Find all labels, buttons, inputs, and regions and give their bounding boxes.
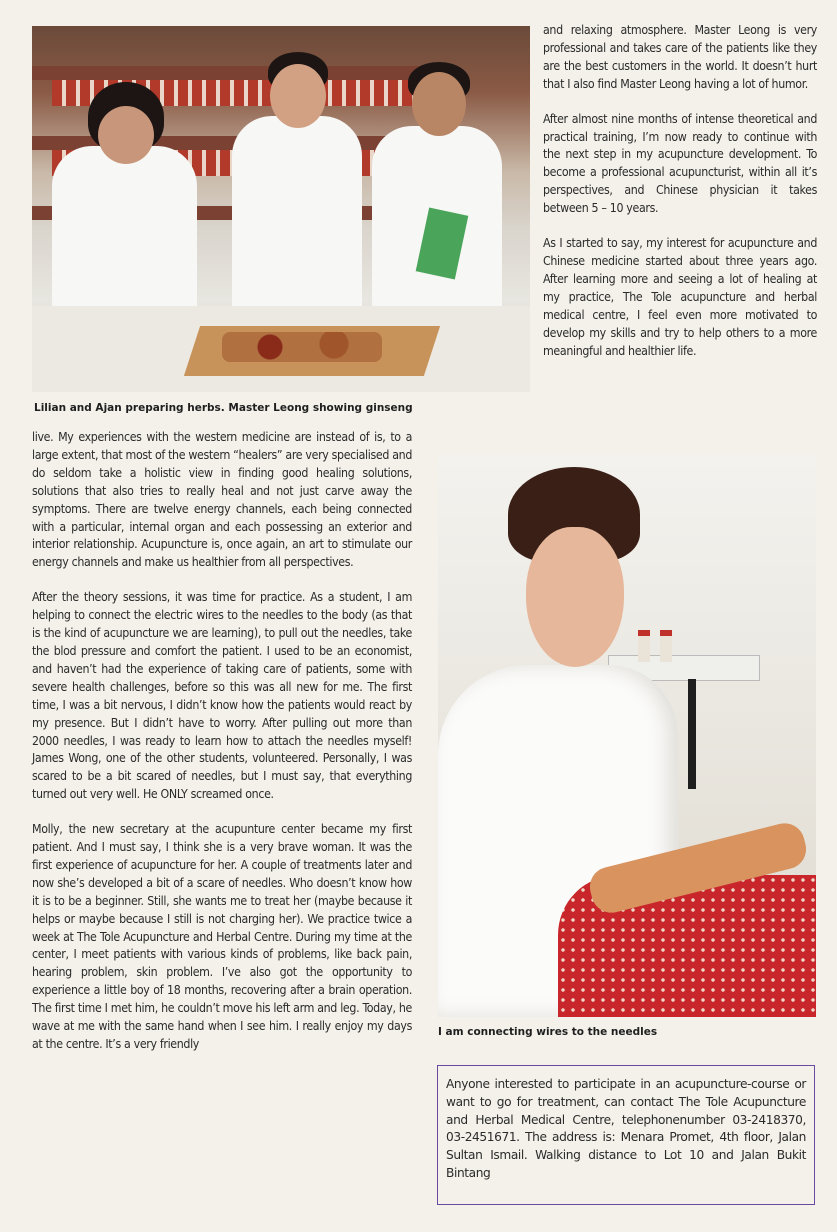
contact-info-text: Anyone interested to participate in an acupuncture-course or want to go for treatment, can contact The Tole Acupuncture and Herbal Medical Centre, telephonenumber 03-2418370, 03-2451671. The address is: Menara Promet, 4th floor, Jalan Sultan Ismail. Walking distance to Lot 10 and Jalan Bukit Bintang xyxy=(446,1077,806,1180)
contact-info-box xyxy=(437,1065,815,1205)
herb-preparation-photo xyxy=(32,26,530,392)
paragraph: and relaxing atmosphere. Master Leong is very professional and takes care of the patients like they are the best customers in the world. It doesn’t hurt that I also find Master Leong having a lot of humor. xyxy=(543,23,817,91)
acupuncture-treatment-photo xyxy=(438,455,816,1017)
right-photo-caption: I am connecting wires to the needles xyxy=(438,1026,658,1038)
paragraph: live. My experiences with the western medicine are instead of is, to a large extent, that most of the western “healers” are very specialised and do seldom take a holistic view in finding good healing solutions, solutions that also tries to really heal and not just carve away the symptoms. There are twelve energy channels, each being connected with a particular, internal organ and each possessing an exterior and interior relationship. Acupuncture is, once again, an art to stimulate our energy channels and make us healthier from all perspectives. xyxy=(32,430,412,570)
paragraph: After almost nine months of intense theoretical and practical training, I’m now ready to continue with the next step in my acupuncture development. To become a professional acupuncturist, within all it’s perspectives, and Chinese physician it takes between 5 – 10 years. xyxy=(543,111,817,216)
paragraph: Molly, the new secretary at the acupunture center became my first patient. And I must say, I think she is a very brave woman. It was the first experience of acupuncture for her. A couple of treatments later and now she’s developed a bit of a scare of needles. Who doesn’t know how it is to be a beginner. Still, she wants me to treat her (maybe because it helps or maybe because I still is not charging her). We practice twice a week at The Tole Acupuncture and Herbal Centre. During my time at the center, I meet patients with various kinds of problems, like back pain, hearing problem, skin problem. I’ve also got the opportunity to experience a little boy of 18 months, recovering after a brain operation. The first time I met him, he couldn’t move his left arm and leg. Today, he wave at me with the same hand when I see him. I really enjoy my days at the centre. It’s a very friendly xyxy=(32,822,412,1051)
left-column-text xyxy=(32,429,412,1071)
right-column-text xyxy=(543,22,817,377)
paragraph: As I started to say, my interest for acupuncture and Chinese medicine started about three years ago. After learning more and seeing a lot of healing at my practice, The Tole acupuncture and herbal medical centre, I feel even more motivated to develop my skills and try to help others to a more meaningful and healthier life. xyxy=(543,236,817,358)
paragraph: After the theory sessions, it was time for practice. As a student, I am helping to connect the electric wires to the needles to the body (as that is the kind of acupuncture we are learning), to pull out the needles, take the blod pressure and comfort the patient. I used to be an economist, and haven’t had the experience of taking care of patients, some with severe health challenges, before so this was all new for me. The first time, I was a bit nervous, I didn’t know how the patients would react by my presence. But I didn’t have to worry. After pulling out more than 2000 needles, I was ready to learn how to attach the needles myself! James Wong, one of the other students, volunteered. Personally, I was scared to be a bit scared of needles, but I must say, that everything turned out very well. He ONLY screamed once. xyxy=(32,590,412,802)
top-photo-caption: Lilian and Ajan preparing herbs. Master Leong showing ginseng xyxy=(34,402,413,414)
